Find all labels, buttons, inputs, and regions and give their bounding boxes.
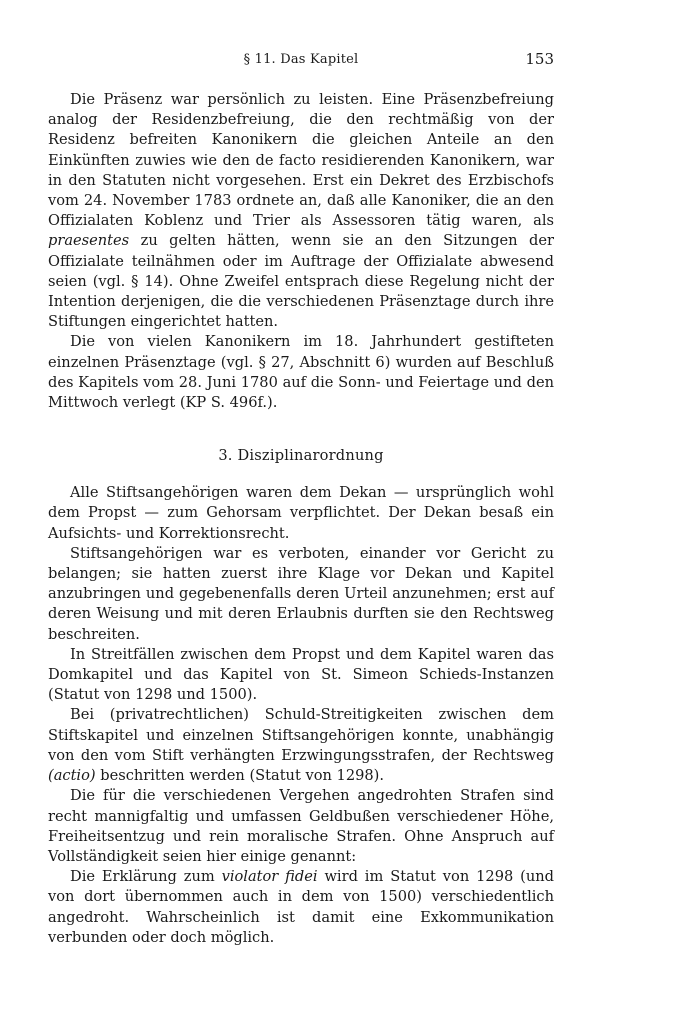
paragraph-text: Die Präsenz war persönlich zu leisten. Eine Präsenzbefreiung analog der Residenzbefreiung, die den rechtmäßig von der Residenz befreiten Kanonikern die gleichen Anteile an den Einkünften zuwies wie den de facto residierenden Kanonikern, war in den Statuten nicht vorgesehen. Erst ein Dekret des Erzbischofs vom 24. November 1783 ordnete an, daß alle Kanoniker, die an den Offizialaten Koblenz und Trier als Assessoren tätig waren, als: [48, 91, 554, 230]
running-head: [48, 48, 554, 72]
latin-term: praesentes: [48, 232, 130, 250]
latin-term: (actio): [48, 767, 96, 785]
paragraph: [48, 705, 554, 786]
paragraph: In Streitfällen zwischen dem Propst und dem Kapitel waren das Domkapitel und das Kapitel von St. Simeon Schieds-Instanzen (Statut von 1298 und 1500).: [48, 645, 554, 704]
paragraph-text: zu gelten hätten, wenn sie an den Sitzungen der Offizialate teilnähmen oder im Auftrage der Offizialate abwesend seien (vgl. § 14). Ohne Zweifel entsprach diese Regelung nicht der Intention derjenigen, die die verschiedenen Präsenztage durch ihre Stiftungen eingerichtet hatten.: [48, 232, 554, 331]
latin-term: violator fidei: [221, 868, 318, 886]
paragraph: Alle Stiftsangehörigen waren dem Dekan — ursprünglich wohl dem Propst — zum Gehorsam verpflichtet. Der Dekan besaß ein Aufsichts- und Korrektionsrecht.: [48, 484, 554, 542]
paragraph: [48, 867, 554, 948]
section-heading: 3. Disziplinarordnung: [218, 447, 384, 465]
paragraph-text: wird im Statut von 1298 (und von dort übernommen auch in dem von 1500) verschiedentlich angedroht. Wahrscheinlich ist damit eine Exkommunikation verbunden oder doch möglich.: [48, 868, 554, 946]
paragraph: [48, 90, 554, 332]
book-page: [48, 48, 554, 948]
paragraph: Die für die verschiedenen Vergehen angedrohten Strafen sind recht mannigfaltig und umfassen Geldbußen verschiedener Höhe, Freiheitsentzug und rein moralische Strafen. Ohne Anspruch auf Vollständigkeit seien hier einige genannt:: [48, 787, 554, 865]
paragraph-text: Die Erklärung zum: [70, 868, 222, 886]
paragraph-text: Bei (privatrechtlichen) Schuld-Streitigkeiten zwischen dem Stiftskapitel und einzelnen Stiftsangehörigen konnte, unabhängig von den vom Stift verhängten Erzwingungsstrafen, der Rechtsweg: [48, 706, 554, 764]
paragraph-text: beschritten werden (Statut von 1298).: [95, 767, 385, 785]
paragraph: Die von vielen Kanonikern im 18. Jahrhundert gestifteten einzelnen Präsenztage (vgl. § 27, Abschnitt 6) wurden auf Beschluß des Kapitels vom 28. Juni 1780 auf die Sonn- und Feiertage und den Mittwoch verlegt (KP S. 496f.).: [48, 333, 554, 412]
text-block-disziplinarordnung: [48, 483, 554, 948]
paragraph: Stiftsangehörigen war es verboten, einander vor Gericht zu belangen; sie hatten zuerst ihre Klage vor Dekan und Kapitel anzubringen und gegebenenfalls deren Urteil anzunehmen; erst auf deren Weisung und mit deren Erlaubnis durften sie den Rechtsweg beschreiten.: [48, 544, 554, 643]
text-block-praesenz: [48, 90, 554, 413]
running-title: § 11. Das Kapitel: [243, 52, 359, 67]
page-number: 153: [525, 50, 554, 68]
